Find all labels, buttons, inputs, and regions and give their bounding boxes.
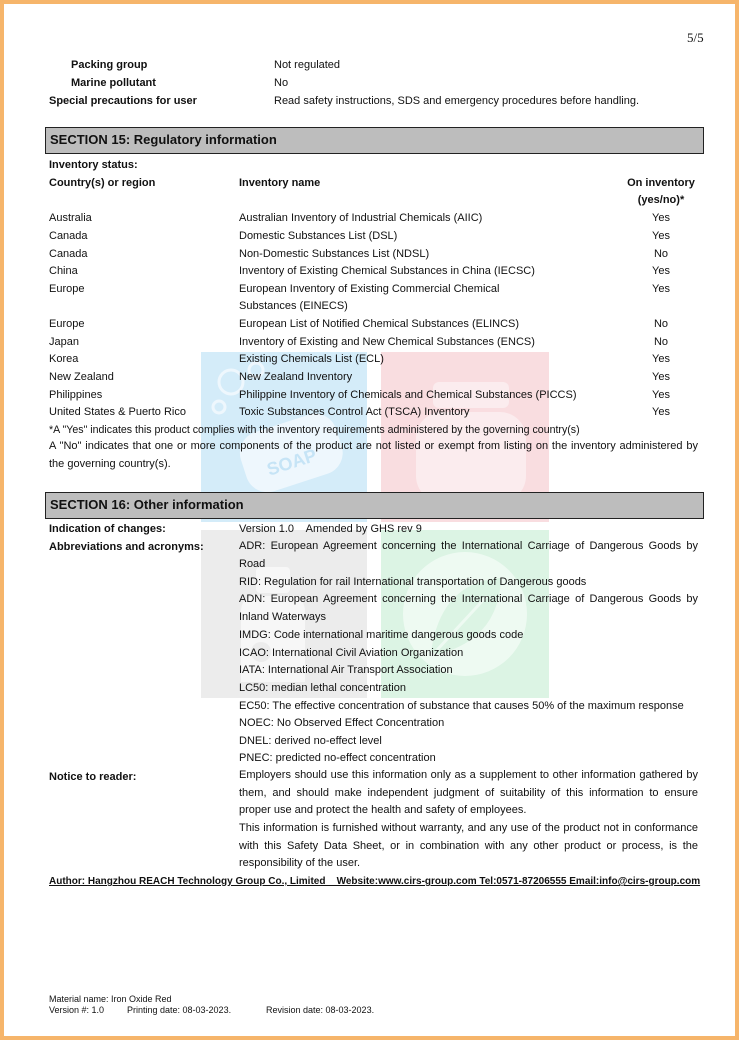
abbrev-rid: RID: Regulation for rail International transportation of Dangerous goods — [239, 576, 587, 588]
col-header-on-inventory: On inventory — [627, 177, 695, 189]
section-16-header: SECTION 16: Other information — [45, 492, 704, 519]
row-country: Japan — [49, 336, 79, 348]
abbrev-imdg: IMDG: Code international maritime dangerous goods code — [239, 629, 524, 641]
row-on-inventory: Yes — [652, 265, 670, 277]
footer-version: Version #: 1.0 — [49, 1005, 105, 1015]
row-on-inventory: No — [653, 318, 669, 330]
row-inventory-name: Australian Inventory of Industrial Chemicals (AIIC) — [239, 212, 483, 224]
abbrev-noec: NOEC: No Observed Effect Concentration — [239, 717, 445, 729]
row-inventory-name: Toxic Substances Control Act (TSCA) Inventory — [239, 406, 470, 418]
row-on-inventory: Yes — [652, 230, 670, 242]
row-country: China — [49, 265, 78, 277]
row-on-inventory: No — [653, 336, 669, 348]
notice-label: Notice to reader: — [49, 771, 137, 783]
row-country: New Zealand — [49, 371, 114, 383]
row-country: Philippines — [49, 389, 103, 401]
row-country: Korea — [49, 353, 79, 365]
changes-value: Version 1.0 Amended by GHS rev 9 — [239, 523, 422, 535]
notice-paragraph-2: This information is furnished without warranty, and any use of the product not in conformance with this Safety Data Sheet, or in combination with any other product or process, is the responsibility of the user. — [239, 822, 698, 870]
col-header-inventory: Inventory name — [239, 177, 321, 189]
row-inventory-name: European Inventory of Existing Commercial Chemical — [239, 283, 500, 295]
row-on-inventory: Yes — [652, 283, 670, 295]
soap-watermark-text: SOAP — [264, 444, 320, 480]
row-inventory-name: Inventory of Existing Chemical Substances in China (IECSC) — [239, 265, 535, 277]
row-inventory-name: Existing Chemicals List (ECL) — [239, 353, 384, 365]
note-yes: *A "Yes" indicates this product complies with the inventory requirements administered by the governing country(s) — [49, 424, 580, 436]
changes-label: Indication of changes: — [49, 523, 166, 535]
col-header-yes-no: (yes/no)* — [637, 194, 685, 206]
footer-revision-date: Revision date: 08-03-2023. — [266, 1005, 375, 1015]
special-precautions-label: Special precautions for user — [49, 95, 197, 107]
row-inventory-name-cont: Substances (EINECS) — [239, 300, 348, 312]
row-inventory-name: Non-Domestic Substances List (NDSL) — [239, 248, 430, 260]
section-15-header: SECTION 15: Regulatory information — [45, 127, 704, 154]
packing-group-value: Not regulated — [274, 59, 341, 71]
abbrev-icao: ICAO: International Civil Aviation Organization — [239, 647, 464, 659]
row-on-inventory: Yes — [652, 212, 670, 224]
marine-pollutant-label: Marine pollutant — [71, 77, 156, 89]
row-country: Europe — [49, 283, 85, 295]
row-on-inventory: Yes — [652, 353, 670, 365]
row-country: Europe — [49, 318, 85, 330]
page-number: 5/5 — [687, 30, 704, 45]
footer-printing-date: Printing date: 08-03-2023. — [127, 1005, 232, 1015]
row-inventory-name: Domestic Substances List (DSL) — [239, 230, 398, 242]
abbrev-adn: ADN: European Agreement concerning the International Carriage of Dangerous Goods by Inland Waterways — [239, 593, 698, 623]
abbrev-lc50: LC50: median lethal concentration — [239, 682, 406, 694]
abbrev-ec50: EC50: The effective concentration of substance that causes 50% of the maximum response — [239, 700, 684, 712]
row-inventory-name: New Zealand Inventory — [239, 371, 353, 383]
row-country: Australia — [49, 212, 92, 224]
col-header-country: Country(s) or region — [49, 177, 156, 189]
row-country: Canada — [49, 248, 88, 260]
abbrev-adr: ADR: European Agreement concerning the International Carriage of Dangerous Goods by Road — [239, 540, 698, 570]
row-on-inventory: Yes — [652, 389, 670, 401]
row-inventory-name: Philippine Inventory of Chemicals and Chemical Substances (PICCS) — [239, 389, 577, 401]
row-country: Canada — [49, 230, 88, 242]
author-line: Author: Hangzhou REACH Technology Group Co., Limited Website:www.cirs-group.com Tel:0571-87206555 Email:info@cirs-group.com — [49, 876, 701, 887]
row-on-inventory: Yes — [652, 406, 670, 418]
packing-group-label: Packing group — [71, 59, 148, 71]
row-on-inventory: Yes — [652, 371, 670, 383]
abbrev-pnec: PNEC: predicted no-effect concentration — [239, 752, 436, 764]
row-country: United States & Puerto Rico — [49, 406, 186, 418]
row-on-inventory: No — [653, 248, 669, 260]
abbrev-iata: IATA: International Air Transport Association — [239, 664, 453, 676]
abbreviations-label: Abbreviations and acronyms: — [49, 541, 204, 553]
notice-paragraph-1: Employers should use this information only as a supplement to other information gathered by them, and should make independent judgment of suitability of this information to ensure proper use and protect the health and safety of employees. — [239, 769, 698, 817]
row-inventory-name: Inventory of Existing and New Chemical Substances (ENCS) — [239, 336, 535, 348]
marine-pollutant-value: No — [274, 77, 289, 89]
abbrev-dnel: DNEL: derived no-effect level — [239, 735, 382, 747]
special-precautions-value: Read safety instructions, SDS and emergency procedures before handling. — [274, 95, 640, 107]
inventory-status-label: Inventory status: — [49, 159, 138, 171]
note-no: A "No" indicates that one or more components of the product are not listed or exempt from listing on the inventory administered by the governing country(s). — [49, 440, 698, 470]
footer-material-name: Material name: Iron Oxide Red — [49, 994, 172, 1004]
row-inventory-name: European List of Notified Chemical Substances (ELINCS) — [239, 318, 520, 330]
